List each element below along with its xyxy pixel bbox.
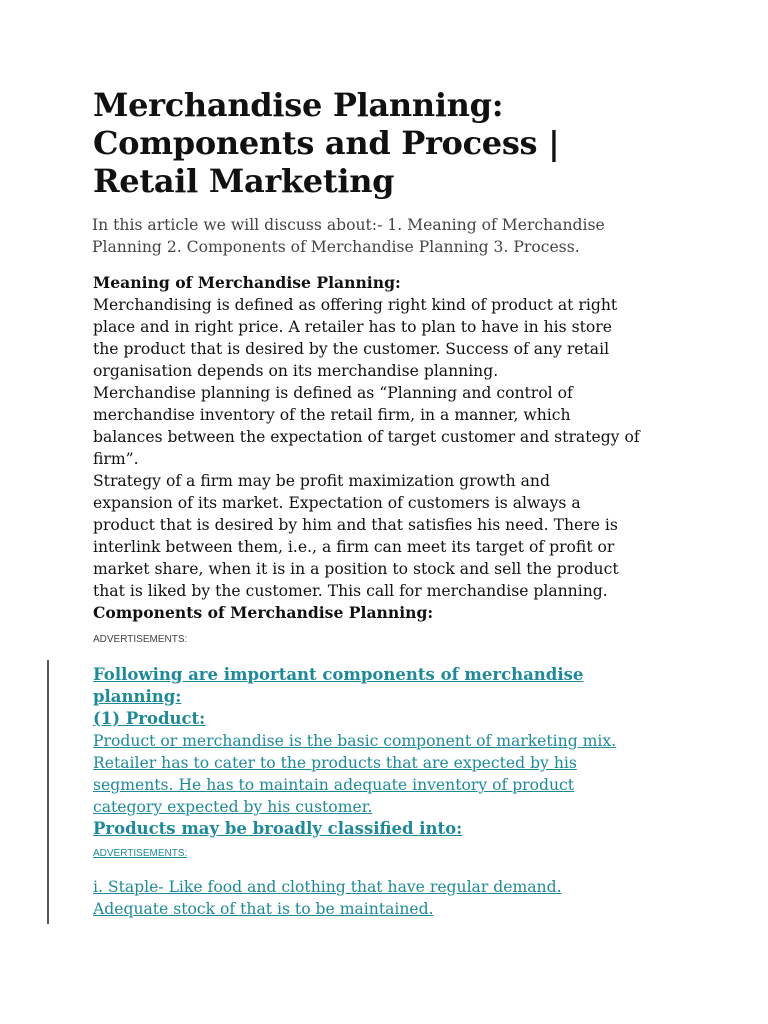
staple-link[interactable] bbox=[93, 878, 562, 918]
body-line: the product that is desired by the customer. Success of any retail bbox=[93, 340, 610, 358]
body-line: firm”. bbox=[93, 450, 139, 468]
body-line: Merchandising is defined as offering right kind of product at right bbox=[93, 296, 618, 314]
components-intro-heading bbox=[93, 664, 693, 730]
body-line: market share, when it is in a position to stock and sell the product bbox=[93, 560, 619, 578]
components-intro-link[interactable] bbox=[93, 665, 583, 728]
intro-line: In this article we will discuss about:- 1. Meaning of Merchandise bbox=[92, 216, 605, 234]
link-line: segments. He has to maintain adequate inventory of product bbox=[93, 776, 575, 794]
body-line: Strategy of a firm may be profit maximization growth and bbox=[93, 472, 550, 490]
link-line: Following are important components of merchandise bbox=[93, 665, 584, 684]
link-line: planning: bbox=[93, 687, 182, 706]
link-line: (1) Product: bbox=[93, 709, 206, 728]
classified-link[interactable]: Products may be broadly classified into: bbox=[93, 819, 463, 838]
link-line: Retailer has to cater to the products that are expected by his bbox=[93, 754, 577, 772]
article-title bbox=[93, 86, 693, 200]
body-line: expansion of its market. Expectation of customers is always a bbox=[93, 494, 581, 512]
body-line: product that is desired by him and that satisfies his need. There is bbox=[93, 516, 618, 534]
product-link[interactable] bbox=[93, 732, 616, 816]
components-heading: Components of Merchandise Planning: bbox=[93, 603, 434, 622]
advertisement-link[interactable]: ADVERTISEMENTS: bbox=[93, 848, 188, 859]
title-line: Retail Marketing bbox=[93, 162, 395, 200]
meaning-heading: Meaning of Merchandise Planning: bbox=[93, 273, 401, 292]
article bbox=[93, 86, 693, 920]
body-line: interlink between them, i.e., a firm can meet its target of profit or bbox=[93, 538, 615, 556]
body-line: place and in right price. A retailer has to plan to have in his store bbox=[93, 318, 612, 336]
body-line: Merchandise planning is defined as “Planning and control of bbox=[93, 384, 573, 402]
link-line: Adequate stock of that is to be maintained. bbox=[93, 900, 434, 918]
product-paragraph bbox=[93, 730, 693, 818]
article-intro bbox=[92, 214, 693, 258]
advertisement-label-link bbox=[93, 848, 693, 860]
meaning-body bbox=[93, 294, 693, 602]
blockquote bbox=[93, 664, 693, 920]
link-line: Product or merchandise is the basic component of marketing mix. bbox=[93, 732, 617, 750]
classified-heading bbox=[93, 818, 693, 840]
title-line: Components and Process | bbox=[93, 124, 560, 162]
intro-line: Planning 2. Components of Merchandise Planning 3. Process. bbox=[92, 238, 580, 256]
staple-paragraph bbox=[93, 876, 693, 920]
link-line: i. Staple- Like food and clothing that have regular demand. bbox=[93, 878, 562, 896]
link-line: category expected by his customer. bbox=[93, 798, 373, 816]
title-line: Merchandise Planning: bbox=[93, 86, 504, 124]
quote-bar bbox=[47, 660, 49, 924]
body-line: organisation depends on its merchandise planning. bbox=[93, 362, 499, 380]
body-line: that is liked by the customer. This call for merchandise planning. bbox=[93, 582, 608, 600]
advertisement-label: ADVERTISEMENTS: bbox=[93, 634, 188, 645]
body-line: merchandise inventory of the retail firm, in a manner, which bbox=[93, 406, 571, 424]
body-line: balances between the expectation of target customer and strategy of bbox=[93, 428, 640, 446]
